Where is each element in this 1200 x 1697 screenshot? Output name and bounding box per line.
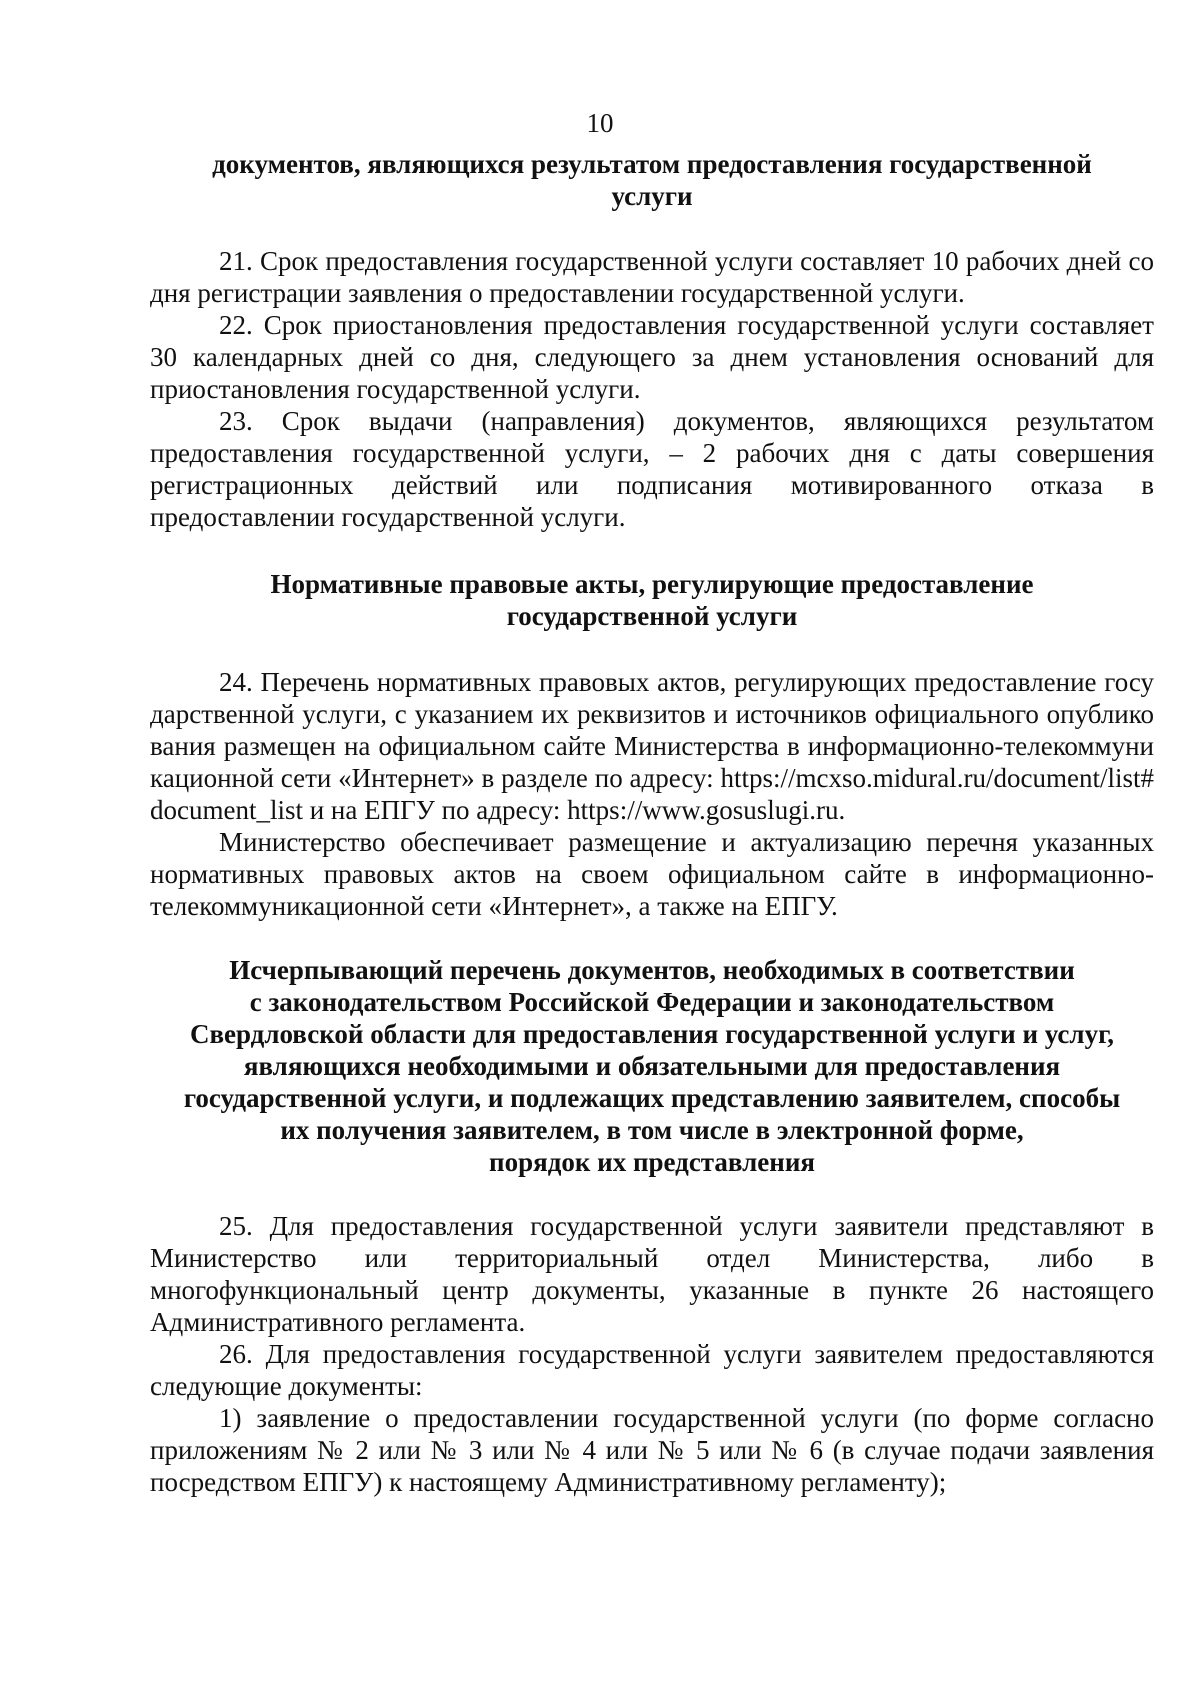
section-heading-required-documents <box>150 954 1154 1178</box>
heading-line: являющихся необходимыми и обязательными для предоставления <box>243 1051 1061 1081</box>
paragraph-26-item-1: 1) заявление о предоставлении государственной услуги (по форме согласно приложениям № 2 или № 3 или № 4 или № 5 или № 6 (в случае подачи заявления посредством ЕПГУ) к настоящему Административному регламенту); <box>150 1403 1154 1497</box>
page-number: 10 <box>586 108 614 138</box>
heading-line: Исчерпывающий перечень документов, необходимых в соответствии <box>229 955 1075 985</box>
paragraph-22: 22. Срок приостановления предоставления государственной услуги составляет 30 календарных дней со дня, следующего за днем установления оснований для приостановления государственной услуги. <box>150 310 1154 404</box>
paragraph-25: 25. Для предоставления государственной услуги заявители представляют в Министерство или территориальный отдел Министерства, либо в многофункциональный центр документы, указанные в пункте 26 настоящего Административного регламента. <box>150 1211 1154 1337</box>
section-heading-result-documents <box>150 148 1154 212</box>
heading-line: документов, являющихся результатом предоставления государственной <box>212 149 1092 179</box>
paragraph-26: 26. Для предоставления государственной услуги заявителем предоставляются следующие документы: <box>150 1339 1154 1401</box>
heading-line: услуги <box>611 181 693 211</box>
document-body <box>150 148 1154 1498</box>
paragraph-23: 23. Срок выдачи (направления) документов, являющихся результатом предоставления государственной услуги, – 2 рабочих дня с даты совершения регистрационных действий или подписания мотивированного отказа в предоставлении государственной услуги. <box>150 406 1154 532</box>
heading-line: Свердловской области для предоставления государственной услуги и услуг, <box>189 1019 1115 1049</box>
heading-line: порядок их представления <box>489 1147 815 1177</box>
paragraph-24: 24. Перечень нормативных правовых актов, регулирующих предоставление государственной услуги, с указанием их реквизитов и источников официального опубликования размещен на официальном сайте Министерства в информационно-телекоммуникационной сети «Интернет» в разделе по адресу: https://mcxso.midural.ru/document/list#document_list и на ЕПГУ по адресу: https://www.gosuslugi.ru. <box>150 667 1154 825</box>
heading-line: государственной услуги, и подлежащих представлению заявителем, способы <box>183 1083 1121 1113</box>
heading-line: их получения заявителем, в том числе в электронной форме, <box>280 1115 1024 1145</box>
heading-line: Нормативные правовые акты, регулирующие предоставление <box>270 569 1034 599</box>
paragraph-ministry-publication: Министерство обеспечивает размещение и актуализацию перечня указанных нормативных правовых актов на своем официальном сайте в информационно-телекоммуникационной сети «Интернет», а также на ЕПГУ. <box>150 827 1154 921</box>
section-heading-legal-acts <box>150 568 1154 632</box>
heading-line: с законодательством Российской Федерации и законодательством <box>249 987 1055 1017</box>
heading-line: государственной услуги <box>506 601 798 631</box>
paragraph-21: 21. Срок предоставления государственной услуги составляет 10 рабочих дней со дня регистрации заявления о предоставлении государственной услуги. <box>150 246 1154 308</box>
